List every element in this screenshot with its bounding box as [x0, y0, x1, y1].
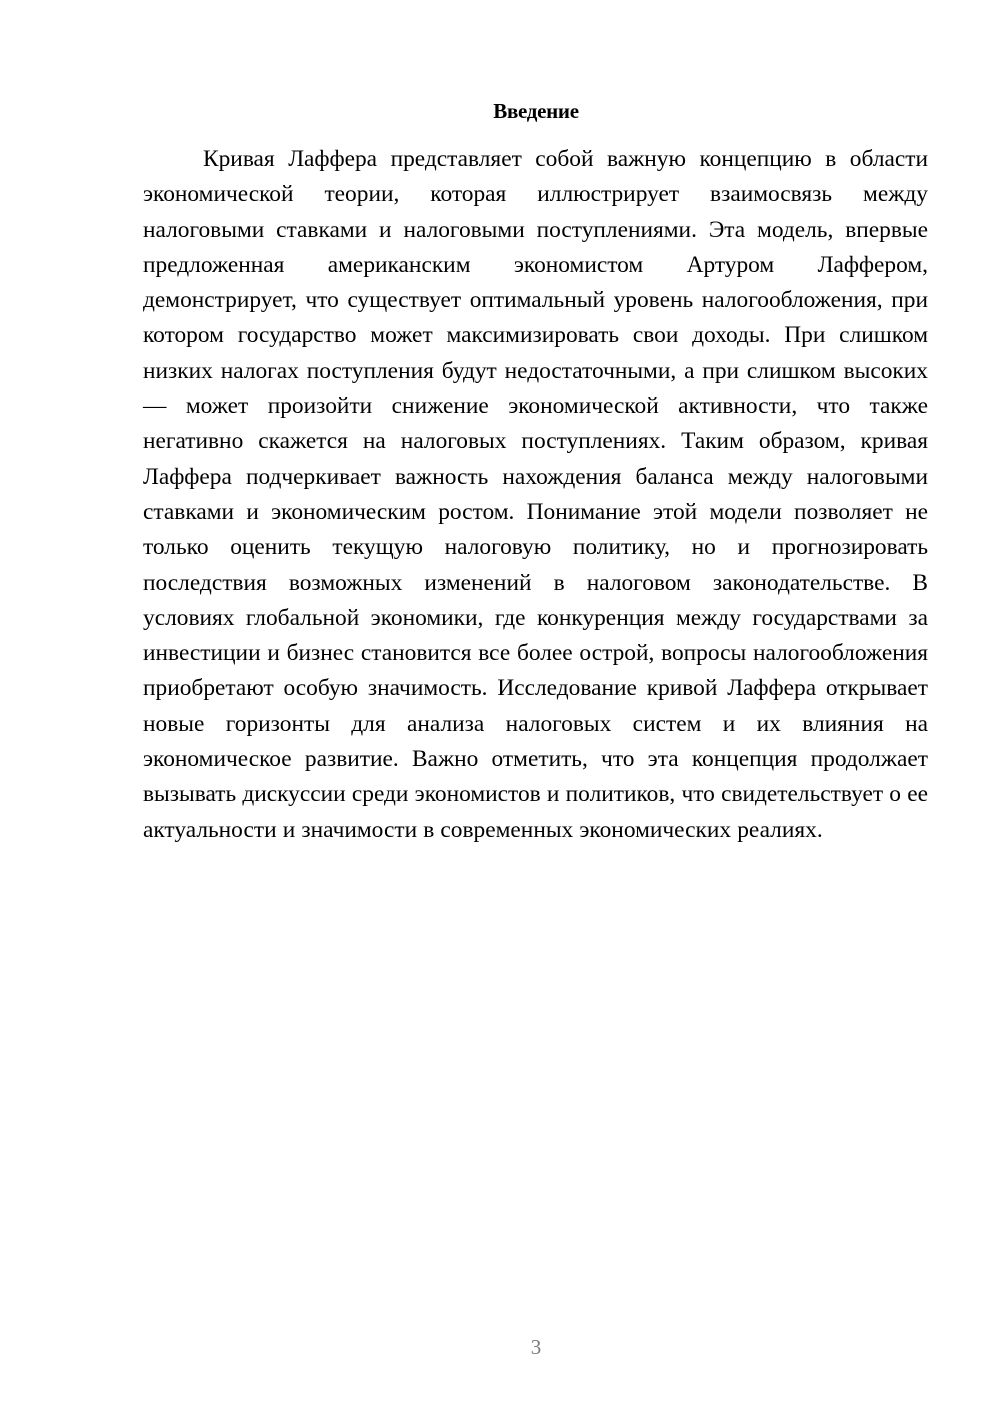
- page-number: 3: [530, 1335, 542, 1359]
- section-heading: Введение: [493, 99, 579, 123]
- body-paragraph: Кривая Лаффера представляет собой важную концепцию в области экономической теории, которая иллюстрирует взаимосвязь между налоговыми ставками и налоговыми поступлениями. Эта модель, впервые предложенная американским экономистом Артуром Лаффером, демонстрирует, что существует оптимальный уровень налогообложения, при котором государство может максимизировать свои доходы. При слишком низких налогах поступления будут недостаточными, а при слишком высоких — может произойти снижение экономической активности, что также негативно скажется на налоговых поступлениях. Таким образом, кривая Лаффера подчеркивает важность нахождения баланса между налоговыми ставками и экономическим ростом. Понимание этой модели позволяет не только оценить текущую налоговую политику, но и прогнозировать последствия возможных изменений в налоговом законодательстве. В условиях глобальной экономики, где конкуренция между государствами за инвестиции и бизнес становится все более острой, вопросы налогообложения приобретают особую значимость. Исследование кривой Лаффера открывает новые горизонты для анализа налоговых систем и их влияния на экономическое развитие. Важно отметить, что эта концепция продолжает вызывать дискуссии среди экономистов и политиков, что свидетельствует о ее актуальности и значимости в современных экономических реалиях.: [143, 146, 928, 843]
